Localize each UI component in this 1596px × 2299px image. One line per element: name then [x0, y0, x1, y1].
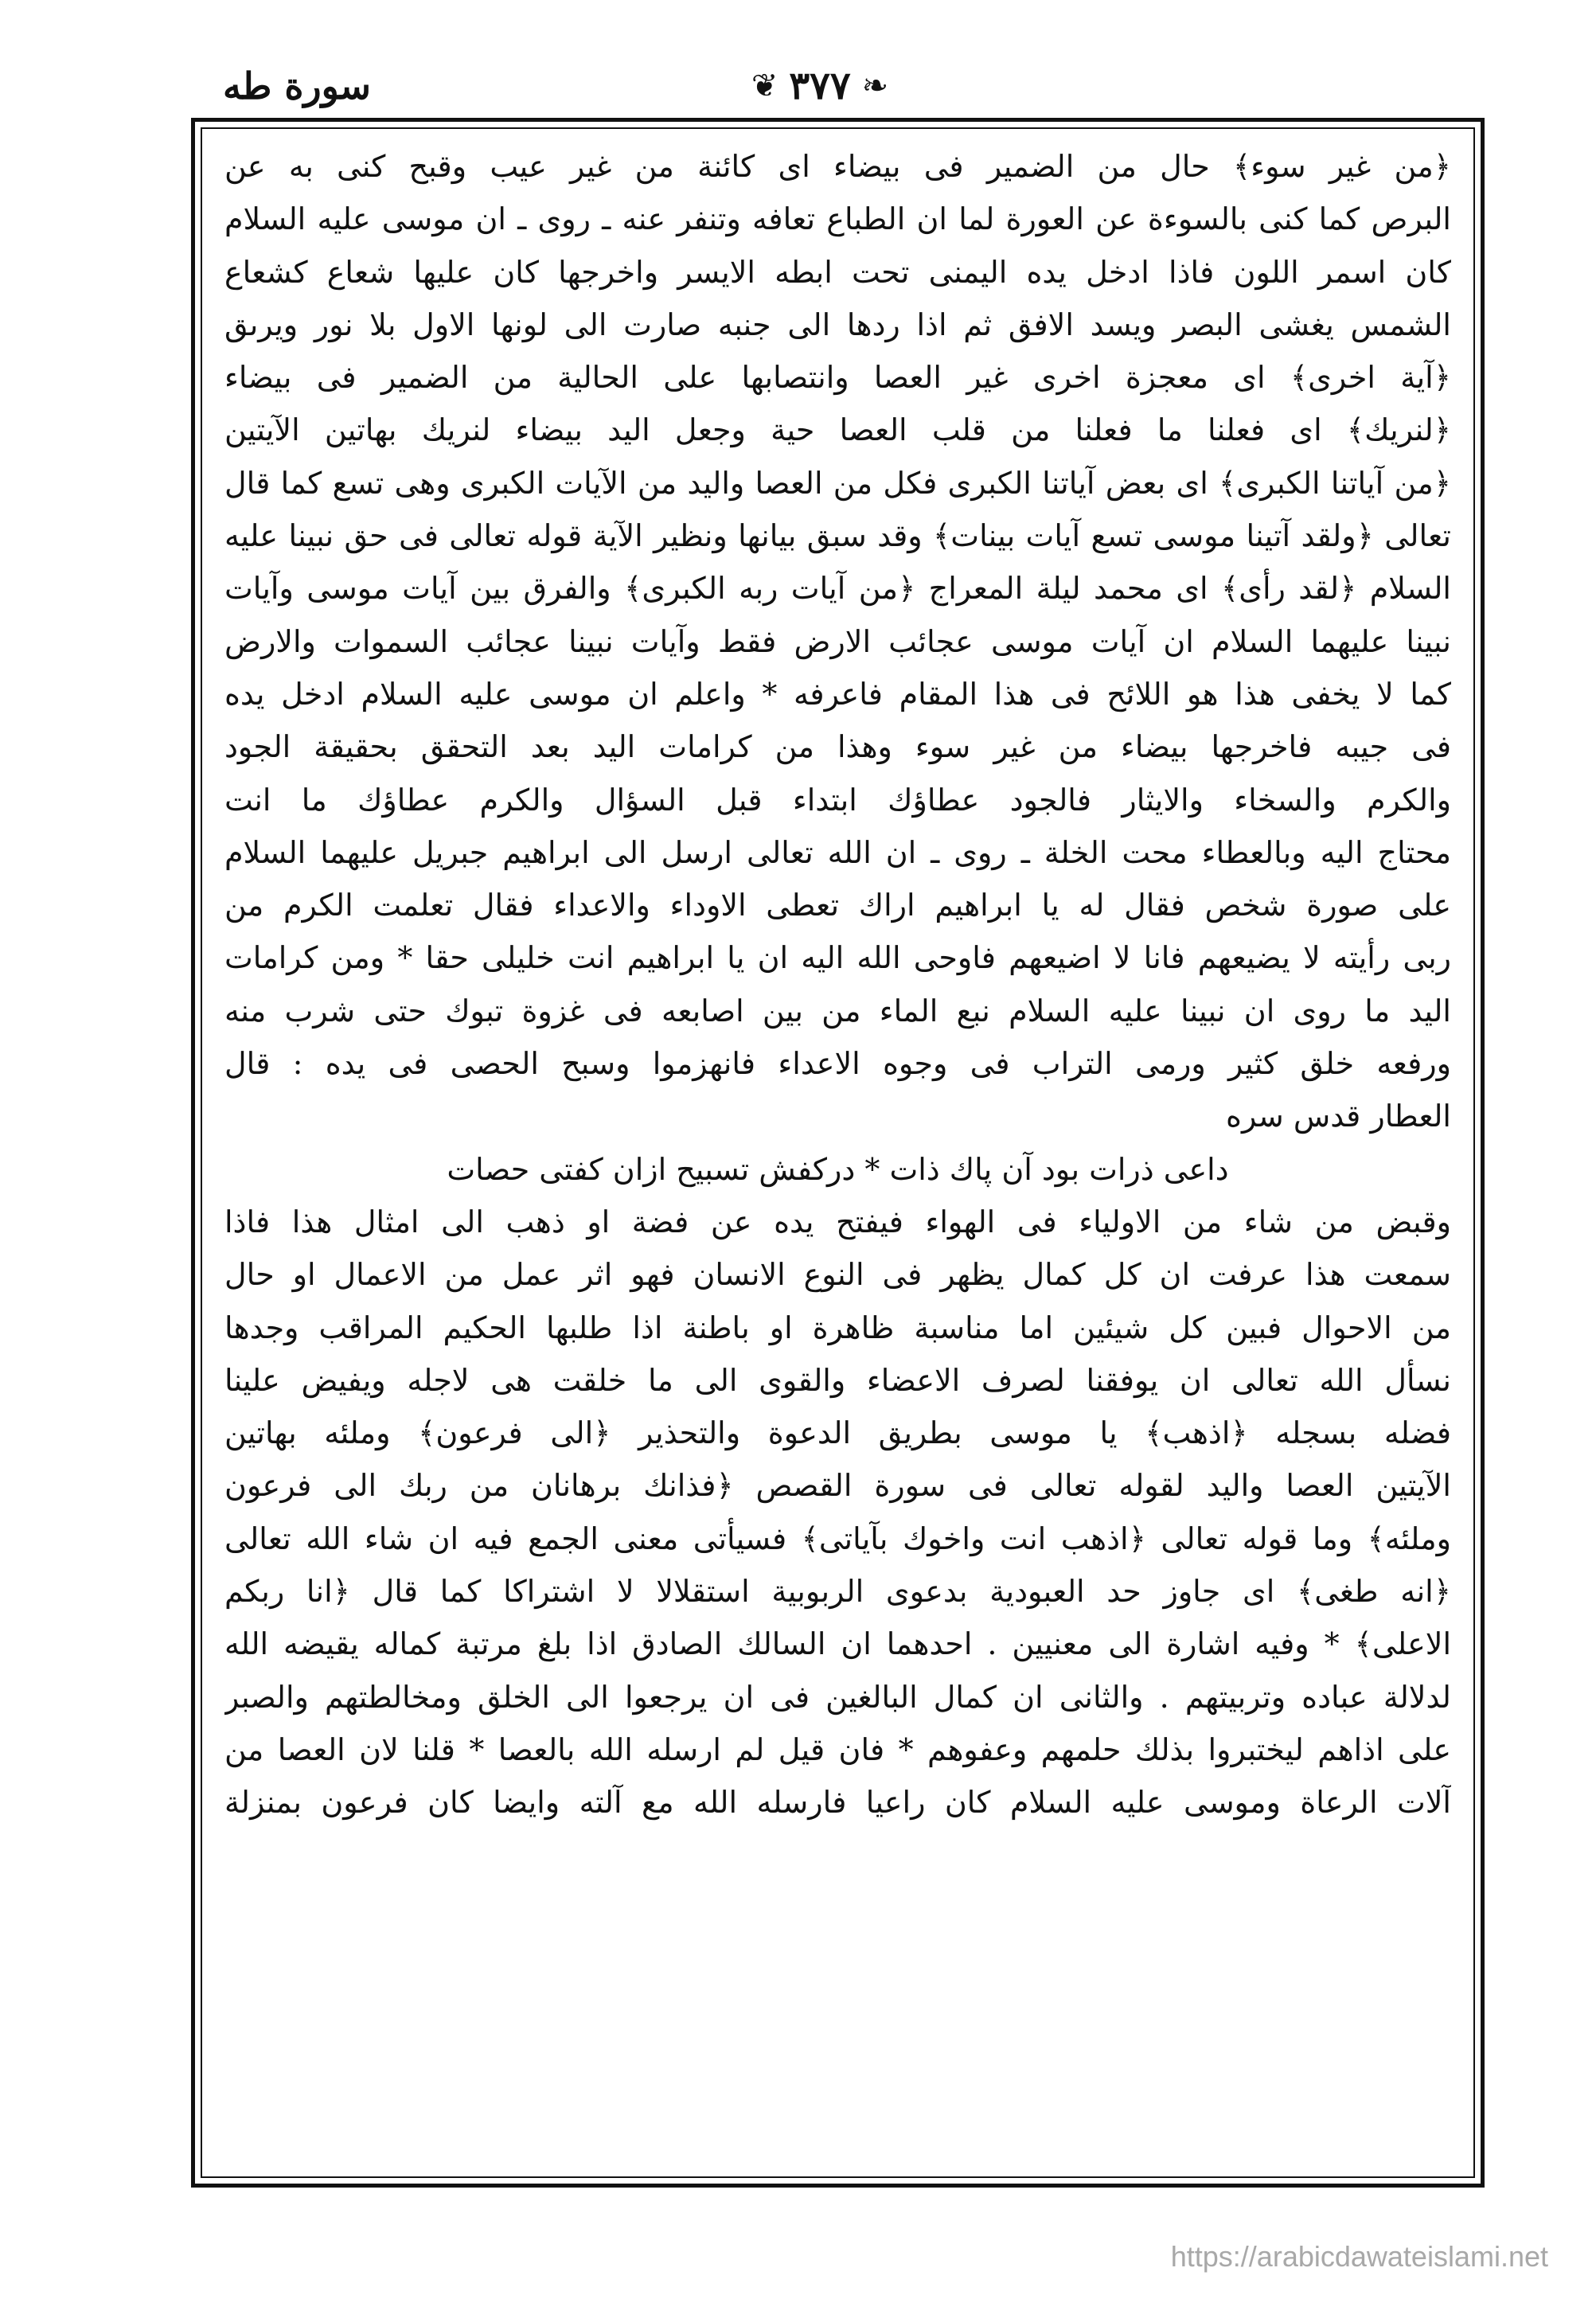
page-number: ٣٧٧	[789, 64, 851, 108]
text-line: ربى رأيته لا يضيعهم فانا لا اضيعهم فاوحى الله اليه ان يا ابراهيم انت خليلى حقا * ومن كرامات	[224, 940, 1451, 976]
text-line: ورفعه خلق كثير ورمى التراب فى وجوه الاعداء فانهزموا وسبح الحصى فى يده : قال	[224, 1046, 1451, 1082]
text-line: وملئه﴾ وما قوله تعالى ﴿اذهب انت واخوك بآياتى﴾ فسيأتى معنى الجمع فيه ان شاء الله تعالى	[224, 1520, 1451, 1556]
text-line: ﴿من آياتنا الكبرى﴾ اى بعض آياتنا الكبرى فكل من العصا واليد من الآيات الكبرى وهى تسع كما قال	[224, 465, 1451, 501]
text-line: الشمس يغشى البصر ويسد الافق ثم اذا ردها الى جنبه صارت الى لونها الاول بلا نور ويرىق	[224, 306, 1451, 342]
page-number-group	[700, 62, 939, 110]
text-line: آلات الرعاة وموسى عليه السلام كان راعيا فارسله الله مع آلته وايضا كان فرعون بمنزلة	[224, 1785, 1451, 1821]
surah-title: سورة طه	[223, 64, 371, 107]
text-line: والكرم والسخاء والايثار فالجود عطاؤك ابتداء قبل السؤال والكرم عطاؤك ما انت	[224, 782, 1451, 818]
source-watermark: https://arabicdawateislami.net	[1170, 2240, 1548, 2273]
text-line: فضله بسجله ﴿اذهب﴾ يا موسى بطريق الدعوة والتحذير ﴿الى فرعون﴾ وملئه بهاتين	[224, 1415, 1451, 1451]
text-line: البرص كما كنى بالسوءة عن العورة لما ان الطباع تعافه وتنفر عنه ـ روى ـ ان موسى عليه السلام	[224, 201, 1451, 237]
text-line: كما لا يخفى هذا هو اللائح فى هذا المقام فاعرفه * واعلم ان موسى عليه السلام ادخل يده	[224, 676, 1451, 712]
text-line: ﴿آية اخرى﴾ اى معجزة اخرى غير العصا وانتصابها على الحالية من الضمير فى بيضاء	[224, 360, 1451, 396]
text-line: سمعت هذا عرفت ان كل كمال يظهر فى النوع الانسان فهو اثر عمل من الاعمال او حال	[224, 1257, 1451, 1293]
page-header	[0, 0, 1596, 119]
text-line: محتاج اليه وبالعطاء محت الخلة ـ روى ـ ان الله تعالى ارسل الى ابراهيم جبريل عليهما السلام	[224, 834, 1451, 870]
text-line: ﴿من غير سوء﴾ حال من الضمير فى بيضاء اى كائنة من غير عيب وقبح كنى به عن	[224, 149, 1451, 184]
text-line: نبينا عليهما السلام ان آيات موسى عجائب الارض فقط وآيات نبينا عجائب السموات والارض	[224, 623, 1451, 659]
text-line: وقبض من شاء من الاولياء فى الهواء فيفتح يده عن فضة او ذهب الى امثال هذا فاذا	[224, 1204, 1451, 1239]
text-line: كان اسمر اللون فاذا ادخل يده اليمنى تحت ابطه الايسر واخرجها كان عليها شعاع كشعاع	[224, 254, 1451, 290]
text-line: لدلالة عباده وتربيتهم . والثانى ان كمال البالغين فى ان يرجعوا الى الخلق ومخالطتهم والصبر	[224, 1679, 1451, 1715]
text-line: ﴿انه طغى﴾ اى جاوز حد العبودية بدعوى الربوبية استقلالا لا اشتراكا كما قال ﴿انا ربكم	[224, 1574, 1451, 1610]
text-line: الآيتين العصا واليد لقوله تعالى فى سورة القصص ﴿فذانك برهانان من ربك الى فرعون	[224, 1468, 1451, 1504]
text-line: على صورة شخص فقال له يا ابراهيم اراك تعطى الاوداء والاعداء فقال تعلمت الكرم من	[224, 888, 1451, 923]
left-ornament-icon: ❦	[751, 68, 778, 104]
text-line: فى جيبه فاخرجها بيضاء من غير سوء وهذا من كرامات اليد بعد التحقق بحقيقة الجود	[224, 729, 1451, 765]
main-text	[224, 140, 1451, 2166]
persian-verse-line: داعى ذرات بود آن پاك ذات * دركفش تسبيح ازان كفتى حصات	[447, 1151, 1229, 1187]
text-line: اليد ما روى ان نبينا عليه السلام نبع الماء من بين اصابعه فى غزوة تبوك حتى شرب منه	[224, 993, 1451, 1028]
text-line: تعالى ﴿ولقد آتينا موسى تسع آيات بينات﴾ وقد سبق بيانها ونظير الآية قوله تعالى فى حق نبينا عليه	[224, 518, 1451, 554]
right-ornament-icon: ❧	[861, 68, 889, 104]
text-line: نسأل الله تعالى ان يوفقنا لصرف الاعضاء والقوى الى ما خلقت هى لاجله ويفيض علينا	[224, 1362, 1451, 1398]
text-line: على اذاهم ليختبروا بذلك حلمهم وعفوهم * فان قيل لم ارسله الله بالعصا * قلنا لان العصا من	[224, 1731, 1451, 1767]
text-line: العطار قدس سره	[1226, 1099, 1451, 1134]
text-line: الاعلى﴾ * وفيه اشارة الى معنيين . احدهما ان السالك الصادق اذا بلغ مرتبة كماله يقيضه الله	[224, 1626, 1451, 1662]
text-line: السلام ﴿لقد رأى﴾ اى محمد ليلة المعراج ﴿من آيات ربه الكبرى﴾ والفرق بين آيات موسى وآيات	[224, 571, 1451, 607]
text-line: من الاحوال فبين كل شيئين اما مناسبة ظاهرة او باطنة اذا طلبها الحكيم المراقب وجدها	[224, 1310, 1451, 1345]
text-line: ﴿لنريك﴾ اى فعلنا ما فعلنا من قلب العصا حية وجعل اليد بيضاء لنريك بهاتين الآيتين	[224, 412, 1451, 448]
